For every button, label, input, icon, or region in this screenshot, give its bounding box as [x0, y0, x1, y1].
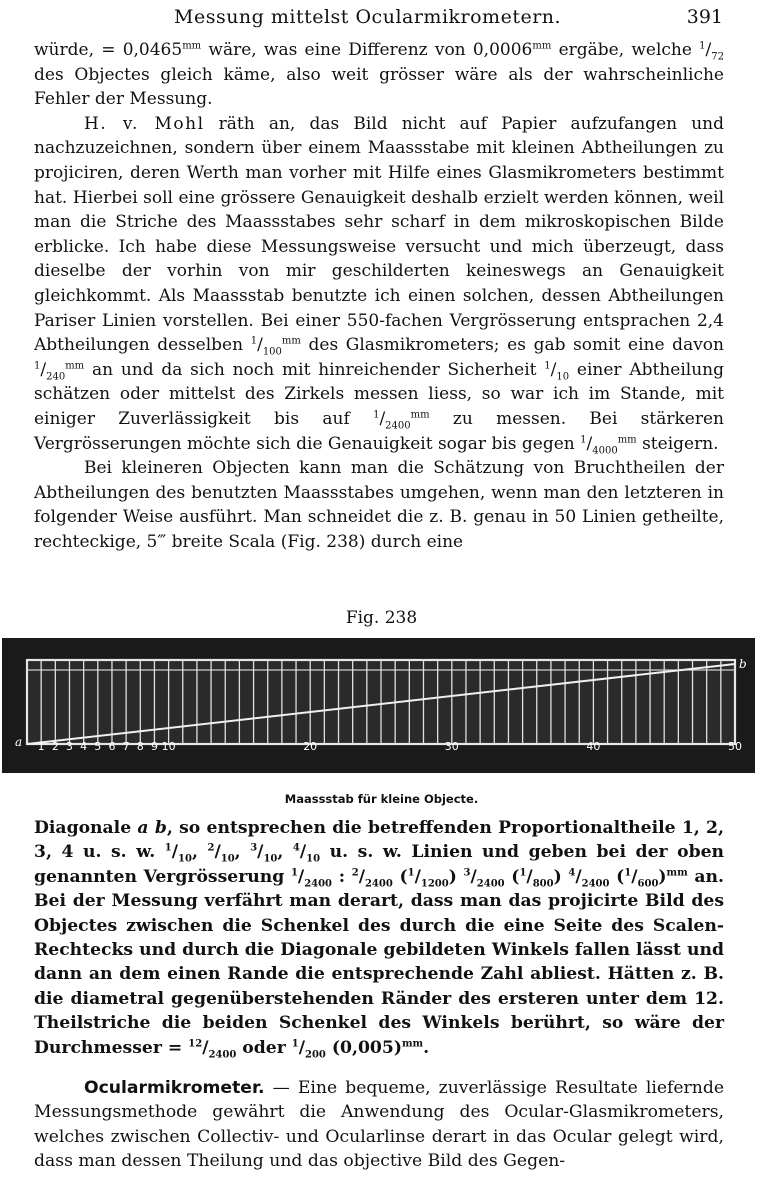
paragraph-2: H. v. Mohl räth an, das Bild nicht auf Papier aufzufangen und nachzuzeichnen, sondern über einem Maassstabe mit kleinen Abtheilungen zu projiciren, deren Werth man vorher mit Hilfe eines Glasmikrometers bestimmt hat. Hierbei soll eine grössere Genauigkeit deshalb erzielt werden können, weil man die Striche des Maassstabes sehr scharf in dem mikroskopischen Bilde erblicke. Ich habe diese Messungsweise versucht und mich überzeugt, dass dieselbe der vorhin von mir geschilderten keineswegs an Genauigkeit gleichkommt. Als Maassstab benutzte ich einen solchen, dessen Abtheilungen Pariser Linien vorstellen. Bei einer 550-fachen Vergrösserung entsprachen 2,4 Abtheilungen desselben $^1/_{100}^{mm}$ des Glasmikrometers; es gab somit eine davon $^1/_{240}^{mm}$ an und da sich noch mit hinreichender Sicherheit $^1/_{10}$ einer Abtheilung schätzen oder mittelst des Zirkels messen liess, so war ich im Stande, mit einiger Zuverlässigkeit bis auf $^1/_{2400}^{mm}$ zu messen. Bei stärkeren Vergrösserungen möchte sich die Genauigkeit sogar bis gegen $^1/_{4000}^{mm}$ steigern.	[34, 113, 725, 456]
paragraph-1: würde, = $0,0465^{mm}$ wäre, was eine Differenz von $0,0006^{mm}$ ergäbe, welche $^1/_{72}$ des Objectes gleich käme, also weit grösser wäre als der wahrscheinliche Fehler der Messung.	[34, 40, 725, 110]
scale-number-label: 10	[161, 740, 176, 753]
scale-drawing	[2, 638, 755, 773]
scale-number-label: 30	[444, 740, 459, 753]
author-name: H. v. Mohl	[84, 113, 205, 134]
figure-label: Fig. 238	[345, 608, 418, 628]
text-block-bottom	[34, 1076, 724, 1174]
section-heading-ocularmikrometer: Ocularmikrometer.	[84, 1078, 265, 1098]
scale-number-label: 6	[108, 740, 116, 753]
diagonal-end-a-label: a	[15, 735, 23, 749]
text-block-bold	[34, 816, 724, 1060]
running-title: Messung mittelst Ocularmikrometern.	[174, 6, 562, 28]
page-header	[34, 2, 723, 32]
scale-number-label: 5	[94, 740, 102, 753]
text-block-top	[34, 38, 724, 554]
scale-number-label: 50	[728, 740, 742, 753]
figure-caption: Maassstab für kleine Objecte.	[284, 792, 479, 806]
scale-figure	[2, 638, 755, 773]
page-number: 391	[686, 6, 723, 28]
paragraph-3: Bei kleineren Objecten kann man die Schätzung von Bruchtheilen der Abtheilungen des benutzten Maassstabes umgehen, wenn man den letzteren in folgender Weise ausführt. Man schneidet die z. B. genau in 50 Linien getheilte, rechteckige, 5‴ breite Scala (Fig. 238) durch eine	[34, 458, 724, 552]
scale-number-label: 9	[150, 740, 158, 753]
scale-number-label: 20	[303, 740, 318, 753]
scale-number-label: 3	[65, 740, 73, 753]
scale-number-label: 1	[37, 740, 45, 753]
scale-number-label: 7	[122, 740, 130, 753]
scale-number-label: 40	[586, 740, 601, 753]
paragraph-5: Ocularmikrometer. — Eine bequeme, zuverlässige Resultate liefernde Messungsmethode gewährt die Anwendung des Ocular-Glasmikrometers, welches zwischen Collectiv- und Ocularlinse derart in das Ocular gelegt wird, dass man dessen Theilung und das objective Bild des Gegen-	[34, 1078, 724, 1172]
diagonal-end-b-label: b	[739, 657, 747, 671]
scale-number-label: 4	[80, 740, 88, 753]
paragraph-4: Diagonale a b, so entsprechen die betreffenden Proportionaltheile 1, 2, 3, 4 u. s. w. $^1/_{10}$, $^2/_{10}$, $^3/_{10}$, $^4/_{10}$ u. s. w. Linien und geben bei der oben genannten Vergrösserung $^1/_{2400}$ : $^2/_{2400}$ $(^1/_{1200})$ $^3/_{2400}$ $(^1/_{800})$ $^4/_{2400}$ $(^1/_{600})^{mm}$ an. Bei der Messung verfährt man derart, dass man das projicirte Bild des Objectes zwischen die Schenkel des durch die eine Seite des Scalen-Rechtecks und durch die Diagonale gebildeten Winkels fallen lässt und dann an dem einen Rande die entsprechende Zahl abliest. Hätten z. B. die diametral gegenüberstehenden Ränder des ersteren unter dem 12. Theilstriche die beiden Schenkel des Winkels berührt, so wäre der Durchmesser = $^{12}/_{2400}$ oder $^1/_{200}$ $(0,005)^{mm}$.	[34, 818, 725, 1061]
scale-number-label: 2	[51, 740, 59, 753]
scale-number-label: 8	[136, 740, 144, 753]
